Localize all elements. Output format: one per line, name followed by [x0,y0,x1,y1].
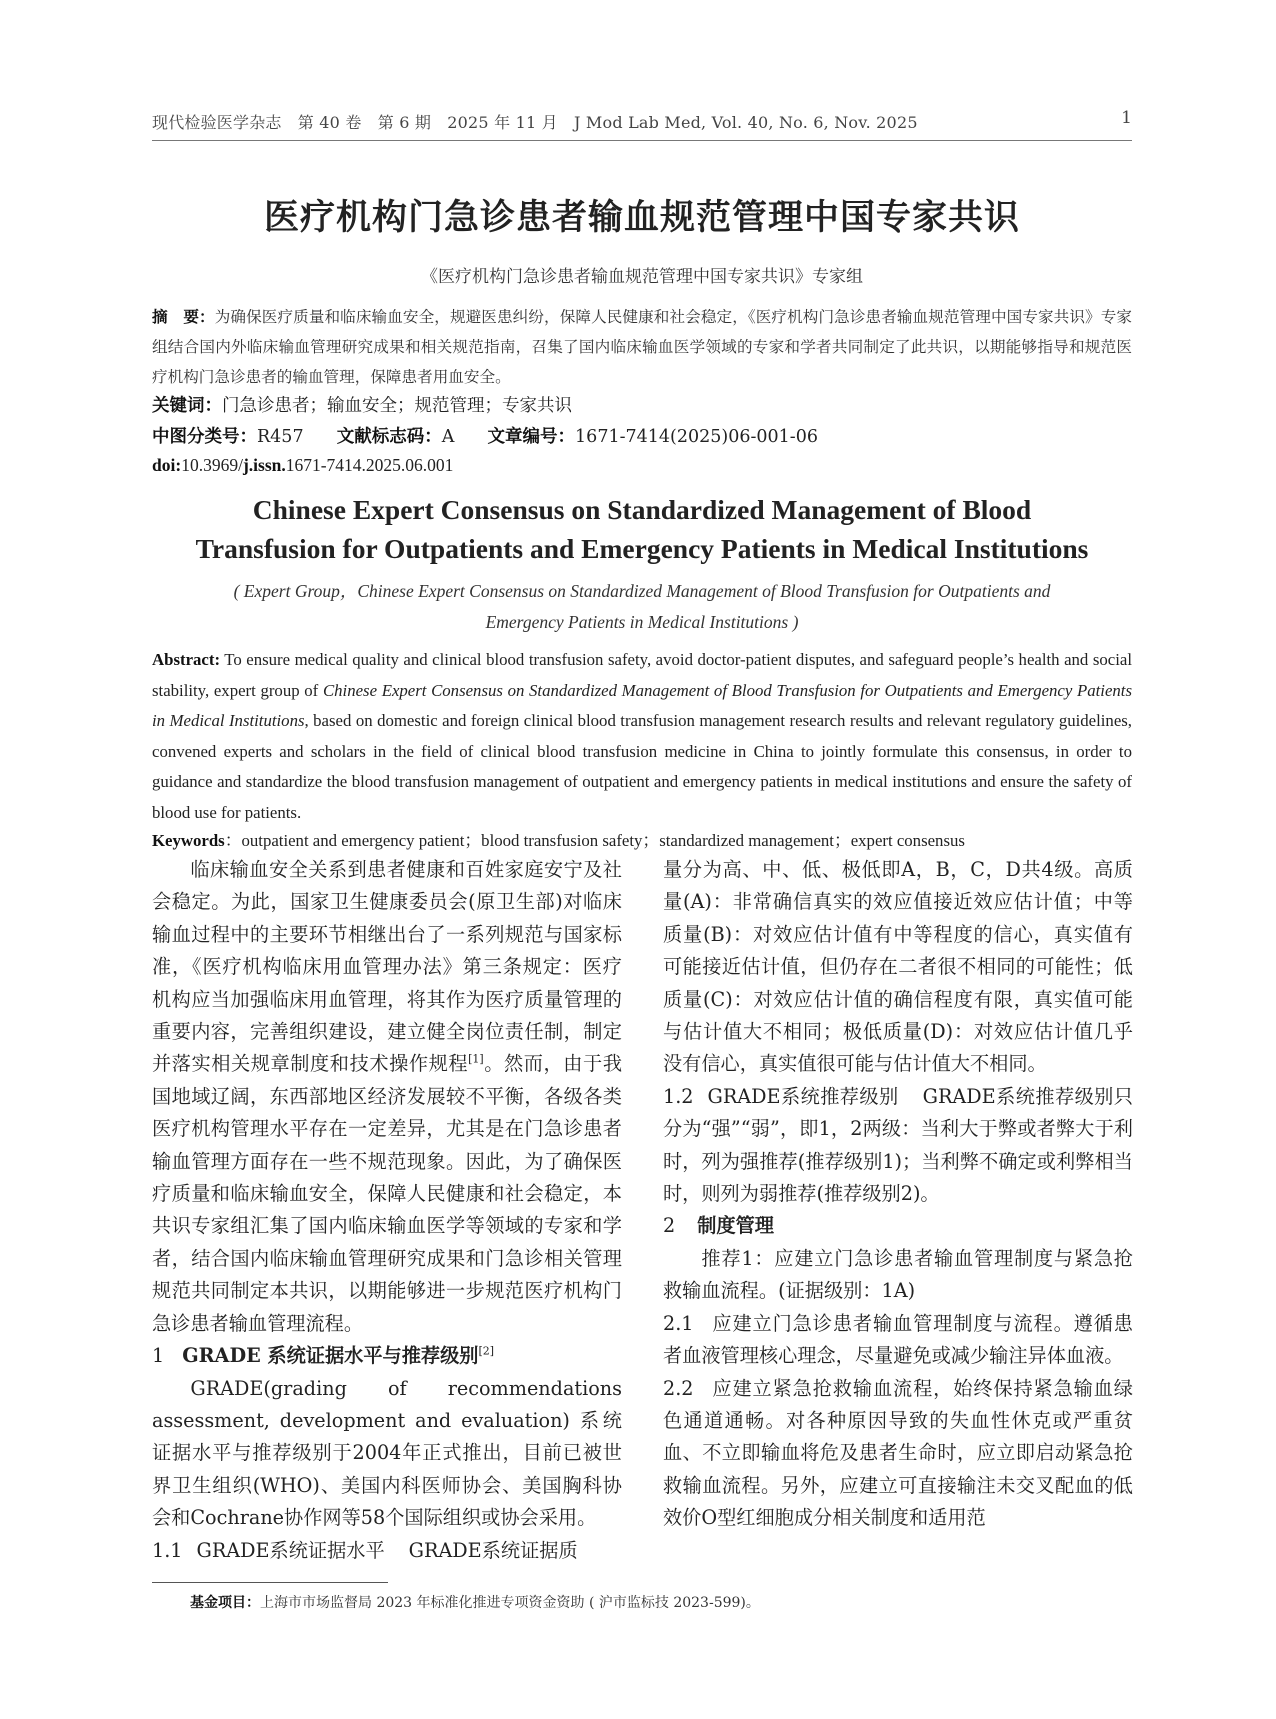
author-english [152,576,1132,638]
classification-line [152,423,1132,448]
header-rule [152,140,1132,141]
citation-2: [2] [478,1344,495,1358]
body-left-column [152,854,622,1567]
abstract-cn-text: 为确保医疗质量和临床输血安全，规避医患纠纷，保障人民健康和社会稳定，《医疗机构门急诊患者输血规范管理中国专家共识》专家组结合国内外临床输血管理研究成果和相关规范指南，召集了国内临床输血医学领域的专家和学者共同制定了此共识，以期能够指导和规范医疗机构门急诊患者的输血管理，保障患者用血安全。 [152,308,1132,386]
doi-label: doi: [152,455,182,475]
footnote-rule [152,1582,388,1583]
intro-text-b: 。然而，由于我国地域辽阔，东西部地区经济发展较不平衡，各级各类医疗机构管理水平存在一定差异，尤其是在门急诊患者输血管理方面存在一些不规范现象。因此，为了确保医疗质量和临床输血安全，保障人民健康和社会稳定，本共识专家组汇集了国内临床输血医学等领域的专家和学者，结合国内临床输血管理研究成果和门急诊相关管理规范共同制定本共识，以期能够进一步规范医疗机构门急诊患者输血管理流程。 [152,1052,623,1335]
section-2-number: 2 [663,1214,676,1238]
section-1-title: GRADE 系统证据水平与推荐级别 [182,1344,479,1368]
section-2-1-paragraph [663,1308,1133,1373]
funding-label: 基金项目： [190,1595,260,1611]
article-number-value: 1671-7414(2025)06-001-06 [575,427,818,447]
citation-1: [1] [468,1053,484,1067]
funding-text: 上海市市场监督局 2023 年标准化推进专项资金资助 ( 沪市监标技 2023-599)。 [260,1595,760,1611]
doc-code-label: 文献标志码： [336,427,442,447]
section-1-2-title: GRADE系统推荐级别 [707,1084,899,1108]
doi-rest: 1671-7414.2025.06.001 [285,455,454,475]
body-right-column [663,854,1133,1535]
abstract-en-part1: To ensure medical quality and clinical blood transfusion safety, avoid doctor-patient disputes, and safeguard people’s health and social stability, expert group of [152,650,1132,700]
funding-footnote [190,1592,1130,1612]
keywords-en-text: ：outpatient and emergency patient；blood transfusion safety；standardized management；expert consensus [224,831,965,850]
section-2-2-number: 2.2 [663,1376,694,1400]
section-1-1-title: GRADE系统证据水平 [196,1538,385,1562]
doc-code-value: A [441,427,455,447]
section-1-heading [152,1340,622,1372]
author-chinese: 《医疗机构门急诊患者输血规范管理中国专家共识》专家组 [421,267,863,287]
article-number-label: 文章编号： [487,427,576,447]
section-2-heading [663,1210,1133,1242]
abstract-en-italic: Chinese Expert Consensus on Standardized Management of Blood Transfusion for Outpatients and Emergency Patients in Medical Institutions [152,680,1132,730]
section-1-2-text: GRADE系统推荐级别只分为“强”“弱”，即1，2两级：当利大于弊或者弊大于利时，列为强推荐(推荐级别1)；当利弊不确定或利弊相当时，则列为弱推荐(推荐级别2)。 [663,1084,1133,1206]
abstract-en-label: Abstract: [152,650,221,669]
section-2-1-number: 2.1 [663,1311,694,1335]
intro-paragraph [152,854,622,1340]
keywords-en-label: Keywords [152,831,225,850]
section-1-number: 1 [152,1344,165,1368]
abstract-en-part2: , based on domestic and foreign clinical blood transfusion management research results and relevant regulatory guidelines, convened experts and scholars in the field of clinical blood transfusion medicine in China to jointly formulate this consensus, in order to guidance and standardize the blood transfusion management of outpatient and emergency patients in medical institutions and ensure the safety of blood use for patients. [152,711,1132,822]
doi-prefix: 10.3969/ [181,455,243,475]
title-en-line1: Chinese Expert Consensus on Standardized Management of Blood [252,494,1032,525]
keywords-cn-text: 门急诊患者；输血安全；规范管理；专家共识 [222,396,572,416]
section-1-1-heading [152,1535,622,1567]
title-chinese: 医疗机构门急诊患者输血规范管理中国专家共识 [263,197,1020,238]
recommendation-1: 推荐1：应建立门急诊患者输血管理制度与紧急抢救输血流程。(证据级别：1A) [663,1246,1133,1303]
section-1-2-paragraph [663,1081,1133,1211]
title-en-line2: Transfusion for Outpatients and Emergency Patients in Medical Institutions [195,533,1089,564]
abstract-chinese [152,302,1132,392]
author-en-line2: Emergency Patients in Medical Institutions ) [485,612,799,632]
section-1-2-number: 1.2 [663,1084,694,1108]
doi-bold: j.issn. [242,455,286,475]
clc-value: R457 [257,427,304,447]
section-1-1-text: GRADE系统证据质 [408,1538,578,1562]
abstract-cn-label: 摘 要： [152,307,215,326]
evidence-levels-paragraph: 量分为高、中、低、极低即A，B，C，D共4级。高质量(A)：非常确信真实的效应值接近效应估计值；中等质量(B)：对效应估计值有中等程度的信心，真实值有可能接近估计值，但仍存在二者很不相同的可能性；低质量(C)：对效应估计值的确信程度有限，真实值可能与估计值大不相同；极低质量(D)：对效应估计值几乎没有信心，真实值很可能与估计值大不相同。 [663,858,1133,1076]
section-2-2-text: 应建立紧急抢救输血流程，始终保持紧急输血绿色通道通畅。对各种原因导致的失血性休克或严重贫血、不立即输血将危及患者生命时，应立即启动紧急抢救输血流程。另外，应建立可直接输注未交叉配血的低效价O型红细胞成分相关制度和适用范 [663,1376,1133,1530]
author-en-line1: ( Expert Group，Chinese Expert Consensus on Standardized Management of Blood Transfusion for Outpatients and [233,581,1051,601]
abstract-english [152,645,1132,828]
section-1-1-number: 1.1 [152,1538,183,1562]
intro-text-a: 临床输血安全关系到患者健康和百姓家庭安宁及社会稳定。为此，国家卫生健康委员会(原卫生部)对临床输血过程中的主要环节相继出台了一系列规范与国家标准，《医疗机构临床用血管理办法》第三条规定：医疗机构应当加强临床用血管理，将其作为医疗质量管理的重要内容，完善组织建设，建立健全岗位责任制，制定并落实相关规章制度和技术操作规程 [152,858,622,1076]
keywords-cn-label: 关键词： [152,396,222,416]
section-2-1-text: 应建立门急诊患者输血管理制度与流程。遵循患者血液管理核心理念，尽量避免或减少输注异体血液。 [663,1311,1133,1368]
running-header: 现代检验医学杂志 第 40 卷 第 6 期 2025 年 11 月 J Mod Lab Med, Vol. 40, No. 6, Nov. 2025 [152,113,918,132]
title-english [140,490,1144,568]
keywords-english [152,827,1132,851]
grade-paragraph: GRADE(grading of recommendations assessment, development and evaluation) 系统证据水平与推荐级别于2004年正式推出，目前已被世界卫生组织(WHO)、美国内科医师协会、美国胸科协会和Cochrane协作网等58个国际组织或协会采用。 [152,1376,622,1530]
page-number: 1 [1121,108,1132,128]
keywords-chinese [152,392,1132,417]
section-2-title: 制度管理 [697,1214,774,1238]
clc-label: 中图分类号： [152,427,257,447]
section-2-2-paragraph [663,1373,1133,1535]
doi-line [152,455,1132,476]
